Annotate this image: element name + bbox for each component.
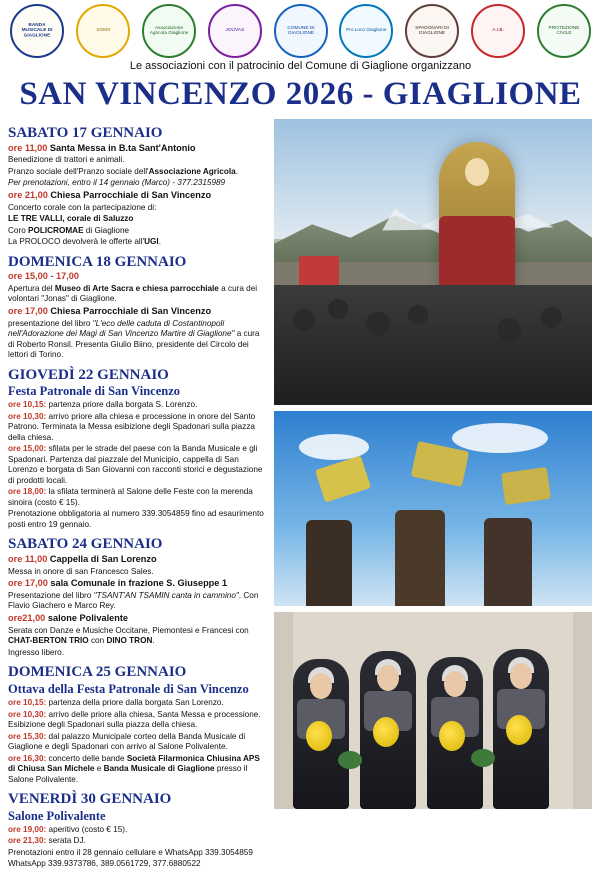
event-time: ore 11,00 xyxy=(8,553,48,564)
day-heading-30: VENERDÌ 30 GENNAIO xyxy=(8,791,172,808)
day-heading-24: SABATO 24 GENNAIO xyxy=(8,536,163,553)
event-item xyxy=(8,710,266,731)
poster-body xyxy=(0,119,601,869)
event-line: WhatsApp 339.9373786, 389.0561729, 377.6880522 xyxy=(8,859,201,869)
event-item xyxy=(8,271,266,283)
logo-text: Pro Loco Giaglione xyxy=(346,27,387,34)
event-line: Messa in onore di san Francesco Sales. xyxy=(8,566,154,576)
event-time: ore 10,30: xyxy=(8,709,47,719)
logo-strip xyxy=(0,0,601,58)
logo-text: BANDA MUSICALE DI GIAGLIONE xyxy=(21,22,53,39)
day-subtitle-25: Ottava della Festa Patronale di San Vincenzo xyxy=(8,681,249,696)
associazione-agricola-logo xyxy=(142,4,196,58)
comune-stemma-logo xyxy=(274,4,328,58)
event-time: ore 21,00 xyxy=(8,189,48,200)
day-subtitle-30: Salone Polivalente xyxy=(8,808,106,823)
event-time: ore 10,15: xyxy=(8,400,47,410)
protezione-civile-logo xyxy=(537,4,591,58)
banda-musicale-giaglione-logo xyxy=(10,4,64,58)
event-line xyxy=(8,214,266,225)
spadonaro-figure xyxy=(395,510,445,606)
face xyxy=(310,673,332,699)
event-line: Serata con Danze e Musiche Occitane, Piemontesi e Francesi con CHAT-BERTON TRIO con DINO TRON. xyxy=(8,625,249,646)
spadonaro-figure xyxy=(484,518,532,606)
spadonari-logo xyxy=(405,4,459,58)
event-line-text: Per prenotazioni, entro il 14 gennaio (Marco) - 377.2315989 xyxy=(8,178,226,188)
flower-bouquet xyxy=(506,715,532,745)
pro-loco-logo xyxy=(339,4,393,58)
aib-logo xyxy=(471,4,525,58)
event-title: sala Comunale in frazione S. Giuseppe 1 xyxy=(50,578,228,589)
event-time: ore 18,00: xyxy=(8,487,47,497)
event-item xyxy=(8,143,266,155)
event-time: ore 15,00: xyxy=(8,444,47,454)
day-subtitle-22: Festa Patronale di San Vincenzo xyxy=(8,384,180,399)
logo-text: JOUVAS xyxy=(225,27,244,34)
event-line: arrivo priore alla chiesa e processione in onore del Santo Patrono. Terminata la Messa esibizione degli Spadonari sulla piazza della chiesa. xyxy=(8,411,256,442)
face xyxy=(377,665,399,691)
event-line: Prenotazione obbligatoria al numero 339.3054859 fino ad esaurimento posti entro 19 gennaio. xyxy=(8,509,264,529)
event-time: ore 19,00: xyxy=(8,824,47,834)
event-item: ore 16,30: concerto delle bande Società Filarmonica Chiusina APS di Chiusa San Michele e Banda Musicale di Giaglione presso il Salone Polivalente. xyxy=(8,753,260,784)
event-line: presentazione del libro "L'eco delle caduta di Costantinopoli nell'Adorazione dei Magi di San Vincenzo Martire di Giaglione" a cura di Roberto Ronsil. Presenta Giulio Biino, presidente del Circolo dei lettori di Torino. xyxy=(8,318,260,360)
crowd-head xyxy=(408,305,428,325)
event-time: ore 15,00 - 17,00 xyxy=(8,271,79,282)
event-item xyxy=(8,444,266,486)
event-line: Benedizione di trattori e animali. xyxy=(8,155,125,165)
soms-logo xyxy=(76,4,130,58)
event-time: ore 17,00 xyxy=(8,305,48,316)
logo-text: SOMS xyxy=(95,27,110,34)
photo-sbandieratori-spadonari xyxy=(274,411,592,606)
day-heading-18: DOMENICA 18 GENNAIO xyxy=(8,253,187,270)
event-line: Ingresso libero. xyxy=(8,647,64,657)
event-time: ore 11,00 xyxy=(8,142,48,153)
flower-bouquet xyxy=(306,721,332,751)
event-item xyxy=(8,825,266,836)
flag xyxy=(314,455,370,502)
face xyxy=(510,663,532,689)
event-line: arrivo delle priore alla chiesa, Santa Messa e processione. Esibizione degli Spadonari sulla piazza della chiesa. xyxy=(8,709,261,730)
event-time: ore 10,30: xyxy=(8,411,47,421)
event-item xyxy=(8,613,266,625)
day-heading-17: SABATO 17 GENNAIO xyxy=(8,125,163,141)
event-item xyxy=(8,306,266,318)
event-item xyxy=(8,554,266,566)
event-title: Santa Messa in B.ta Sant'Antonio xyxy=(49,142,196,153)
event-line-text: LE TRE VALLI, corale di Saluzzo xyxy=(8,214,134,224)
event-item xyxy=(8,487,266,508)
event-line: partenza priore dalla borgata S. Lorenzo. xyxy=(48,400,198,410)
patrocinio-text: Le associazioni con il patrocinio del Comune di Giaglione organizzano xyxy=(129,60,472,72)
logo-text: COMUNE DI GIAGLIONE xyxy=(286,25,315,36)
event-line: la sfilata terminerà al Salone delle Feste con la merenda sinoira (costo € 15). xyxy=(8,487,253,507)
logo-text: Associazione Agricola Giaglione xyxy=(149,25,189,36)
event-title: Chiesa Parrocchiale di San Vincenzo xyxy=(50,305,212,316)
photo-processione-statua-san-vincenzo xyxy=(274,119,592,405)
event-line: Prenotazioni entro il 28 gennaio cellulare e WhatsApp 339.3054859 xyxy=(8,847,253,857)
program-column xyxy=(8,119,266,869)
event-line: serata DJ. xyxy=(48,836,86,846)
footer-rule xyxy=(0,846,601,850)
event-item xyxy=(8,412,266,444)
event-line: partenza della priore dalla borgata San Lorenzo. xyxy=(48,698,224,708)
event-line: dal palazzo Municipale corteo della Banda Musicale di Giaglione e degli Spadonari con arrivo al Salone Polivalente. xyxy=(8,731,246,752)
event-line: Apertura del Museo di Arte Sacra e chiesa parrocchiale a cura dei volontari "Jonas" di Giaglione. xyxy=(8,283,258,304)
crowd-head xyxy=(497,318,521,342)
event-title: salone Polivalente xyxy=(47,612,129,623)
event-line: sfilata per le strade del paese con la Banda Musicale e gli Spadonari. Partenza dal piazzale del Municipio, cappella di San Lorenzo e borgata di San Giovanni con racconti storici e degustazione di prodotti locali. xyxy=(8,444,263,485)
event-time: ore21,00 xyxy=(8,612,46,623)
day-heading-25: DOMENICA 25 GENNAIO xyxy=(8,664,187,681)
event-line xyxy=(8,178,266,189)
jouvas-logo xyxy=(208,4,262,58)
greenery xyxy=(471,749,495,767)
flag xyxy=(501,466,551,504)
event-title: Chiesa Parrocchiale di San Vincenzo xyxy=(50,189,212,200)
page-title: SAN VINCENZO 2026 - GIAGLIONE xyxy=(19,76,582,112)
event-item xyxy=(8,698,266,709)
event-time: ore 10,15: xyxy=(8,698,47,708)
spadonaro-figure xyxy=(306,520,352,606)
event-time: ore 15,30: xyxy=(8,731,47,741)
event-title: Cappella di San Lorenzo xyxy=(49,553,157,564)
event-time: ore 21,30: xyxy=(8,836,47,846)
event-time: ore 17,00 xyxy=(8,578,48,589)
event-line: Pranzo sociale dell'Pranzo sociale dell'Associazione Agricola. xyxy=(8,166,238,176)
crowd-region xyxy=(274,285,592,405)
photo-priore-con-fiori xyxy=(274,612,592,809)
event-item xyxy=(8,509,266,530)
photo-column xyxy=(274,119,592,809)
event-line: aperitivo (costo € 15). xyxy=(48,824,128,834)
flag xyxy=(411,441,469,487)
logo-text: A.I.B. xyxy=(492,27,504,34)
event-line: La PROLOCO devolverà le offerte all'UGI. xyxy=(8,237,161,247)
event-line: Concerto corale con la partecipazione di: xyxy=(8,202,157,212)
event-line: Coro POLICROMAE di Giaglione xyxy=(8,225,130,235)
logo-text: SPADONARI DI GIAGLIONE xyxy=(415,25,450,36)
crowd-head xyxy=(293,309,315,331)
greenery xyxy=(338,751,362,769)
day-heading-22: GIOVEDÌ 22 GENNAIO xyxy=(8,366,169,383)
event-line: Presentazione del libro "TSANT'AN TSAMIN canta in cammino". Con Flavio Giachero e Marco Rey. xyxy=(8,590,259,611)
event-time: ore 16,30: xyxy=(8,753,47,763)
event-item xyxy=(8,732,266,753)
flower-bouquet xyxy=(373,717,399,747)
event-item xyxy=(8,578,266,590)
logo-text: PROTEZIONE CIVILE xyxy=(548,25,580,36)
crowd-head xyxy=(541,307,562,328)
event-item xyxy=(8,190,266,202)
face xyxy=(444,671,466,697)
event-item xyxy=(8,400,266,411)
cloud xyxy=(452,423,548,453)
